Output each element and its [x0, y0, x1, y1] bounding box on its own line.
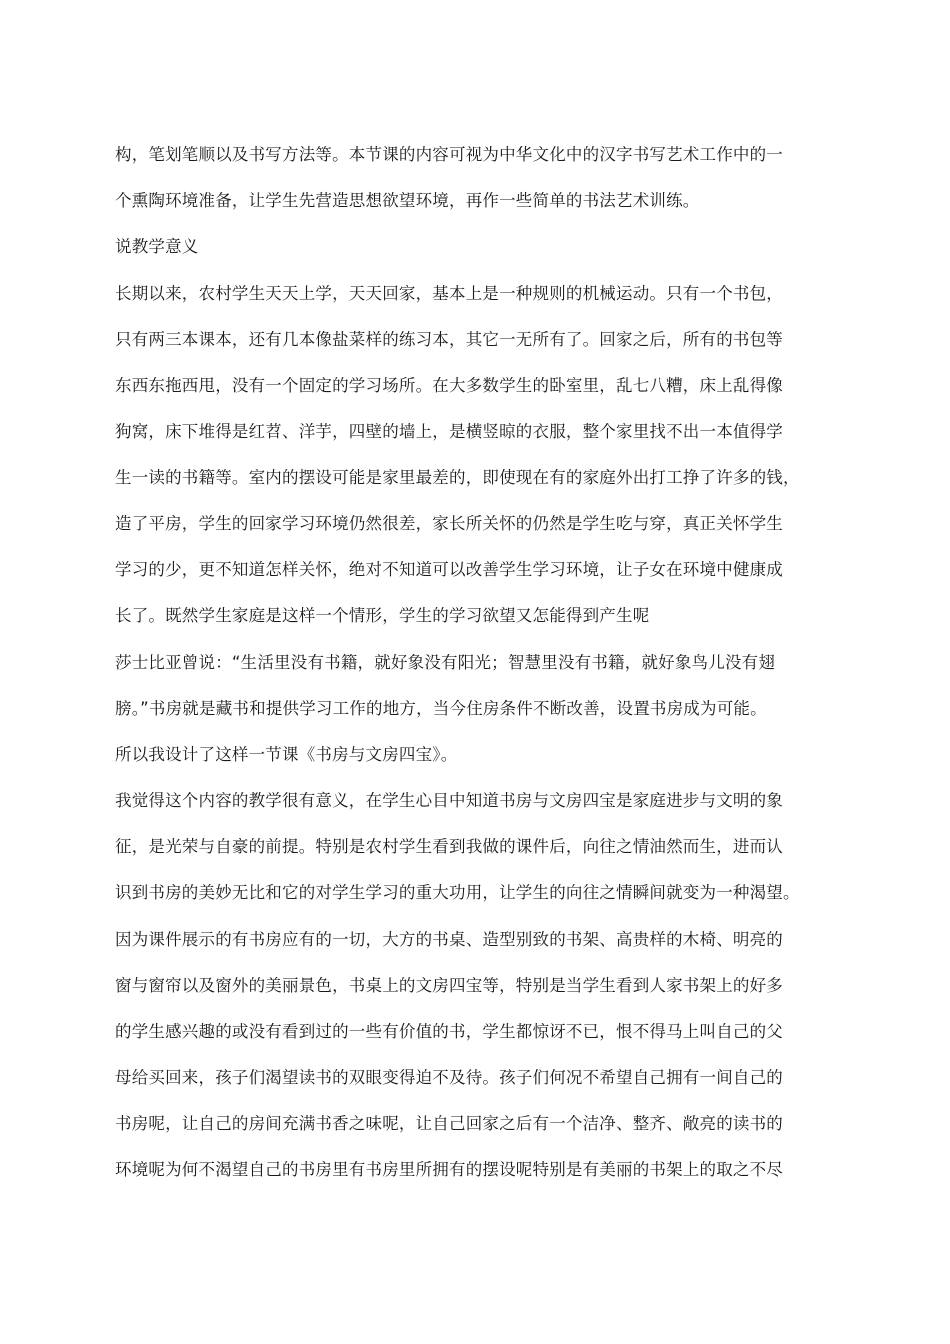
text-line: 母给买回来，孩子们渴望读书的双眼变得迫不及待。孩子们何况不希望自己拥有一间自己的	[115, 1068, 783, 1087]
text-line: 长期以来，农村学生天天上学，天天回家，基本上是一种规则的机械运动。只有一个书包，	[115, 284, 783, 303]
text-line: 生一读的书籍等。室内的摆设可能是家里最差的，即使现在有的家庭外出打工挣了许多的钱，	[115, 468, 800, 487]
text-line: 个熏陶环境准备，让学生先营造思想欲望环境，再作一些简单的书法艺术训练。	[115, 191, 700, 210]
text-line: 长了。既然学生家庭是这样一个情形，学生的学习欲望又怎能得到产生呢	[115, 606, 650, 625]
section-heading: 说教学意义	[115, 237, 199, 256]
text-line: 我觉得这个内容的教学很有意义，在学生心目中知道书房与文房四宝是家庭进步与文明的象	[115, 791, 783, 810]
text-line: 的学生感兴趣的或没有看到过的一些有价值的书，学生都惊讶不已，恨不得马上叫自己的父	[115, 1022, 783, 1041]
text-line: 窗与窗帘以及窗外的美丽景色，书桌上的文房四宝等，特别是当学生看到人家书架上的好多	[115, 976, 783, 995]
text-line: 膀。”书房就是藏书和提供学习工作的地方，当今住房条件不断改善，设置书房成为可能。	[115, 699, 767, 718]
text-line: 莎士比亚曾说：“生活里没有书籍，就好象没有阳光；智慧里没有书籍，就好象鸟儿没有翅	[115, 653, 776, 672]
text-line: 东西东拖西甩，没有一个固定的学习场所。在大多数学生的卧室里，乱七八糟，床上乱得像	[115, 376, 783, 395]
text-line: 因为课件展示的有书房应有的一切，大方的书桌、造型别致的书架、高贵样的木椅、明亮的	[115, 930, 783, 949]
text-line: 环境呢为何不渴望自己的书房里有书房里所拥有的摆设呢特别是有美丽的书架上的取之不尽	[115, 1160, 783, 1179]
text-line: 只有两三本课本，还有几本像盐菜样的练习本，其它一无所有了。回家之后，所有的书包等	[115, 330, 783, 349]
text-line: 狗窝，床下堆得是红苕、洋芋，四壁的墙上，是横竖晾的衣服，整个家里找不出一本值得学	[115, 422, 783, 441]
text-line: 识到书房的美妙无比和它的对学生学习的重大功用，让学生的向往之情瞬间就变为一种渴望。	[115, 883, 800, 902]
text-line: 所以我设计了这样一节课《书房与文房四宝》。	[115, 745, 458, 764]
text-line: 书房呢，让自己的房间充满书香之味呢，让自己回家之后有一个洁净、整齐、敞亮的读书的	[115, 1114, 783, 1133]
text-line: 造了平房，学生的回家学习环境仍然很差，家长所关怀的仍然是学生吃与穿，真正关怀学生	[115, 514, 783, 533]
text-line: 学习的少，更不知道怎样关怀，绝对不知道可以改善学生学习环境，让子女在环境中健康成	[115, 560, 783, 579]
text-line: 构，笔划笔顺以及书写方法等。本节课的内容可视为中华文化中的汉字书写艺术工作中的一	[115, 145, 783, 164]
text-line: 征，是光荣与自豪的前提。特别是农村学生看到我做的课件后，向往之情油然而生，进而认	[115, 837, 783, 856]
